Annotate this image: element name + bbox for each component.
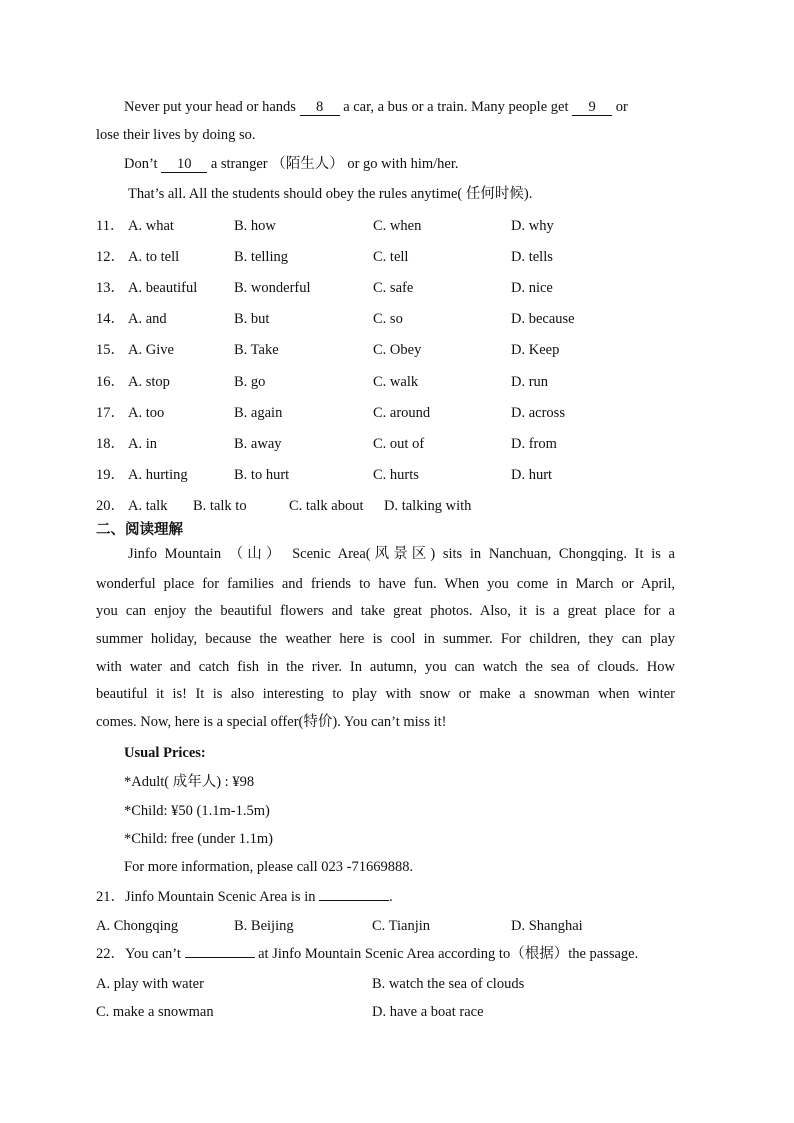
- question-text: 22．You can’t: [96, 946, 181, 962]
- option-d[interactable]: D. because: [511, 311, 575, 328]
- option-d[interactable]: D. why: [511, 218, 554, 234]
- question-text: at Jinfo Mountain Scenic Area according to（根据）the passage.: [258, 946, 639, 962]
- option-d[interactable]: D. Shanghai: [511, 918, 583, 934]
- option-b[interactable]: B. talk to: [193, 498, 247, 514]
- blank-8[interactable]: 8: [300, 99, 340, 116]
- option-b[interactable]: B. again: [234, 404, 283, 421]
- blank-10[interactable]: 10: [161, 156, 207, 173]
- cloze-paragraph-line: [124, 155, 459, 173]
- option-b[interactable]: B. how: [234, 218, 276, 234]
- section-heading: 二、阅读理解: [96, 522, 183, 538]
- contact-info: For more information, please call 023 -71669888.: [124, 859, 414, 875]
- option-b[interactable]: B. watch the sea of clouds: [372, 976, 525, 992]
- option-a[interactable]: A. stop: [128, 373, 170, 390]
- option-b[interactable]: B. away: [234, 435, 282, 452]
- option-b[interactable]: B. Take: [234, 342, 279, 359]
- cloze-text: a car, a bus or a train. Many people get: [343, 99, 569, 115]
- option-a[interactable]: A. to tell: [128, 249, 180, 266]
- option-d[interactable]: D. Keep: [511, 342, 560, 359]
- option-a[interactable]: A. talk: [128, 498, 168, 514]
- question-number: 18．: [96, 435, 125, 452]
- question-22-stem: [96, 945, 638, 963]
- option-c[interactable]: C. safe: [373, 280, 414, 297]
- blank-9[interactable]: 9: [572, 99, 612, 116]
- option-c[interactable]: C. so: [373, 311, 403, 328]
- option-c[interactable]: C. hurts: [373, 466, 419, 483]
- option-c[interactable]: C. talk about: [289, 498, 364, 514]
- passage-line: comes. Now, here is a special offer(特价). You can’t miss it!: [96, 714, 447, 730]
- cloze-text: or: [615, 99, 628, 115]
- cloze-paragraph-line: That’s all. All the students should obey the rules anytime( 任何时候).: [128, 186, 533, 202]
- option-c[interactable]: C. walk: [373, 373, 419, 390]
- option-b[interactable]: B. but: [234, 311, 270, 328]
- cloze-text: a stranger （陌生人） or go with him/her.: [210, 156, 459, 172]
- option-a[interactable]: A. Give: [128, 342, 174, 359]
- cloze-paragraph-line: [124, 98, 628, 116]
- question-21-stem: [96, 888, 393, 906]
- prices-title: Usual Prices:: [124, 745, 206, 761]
- option-d[interactable]: D. hurt: [511, 466, 553, 483]
- option-c[interactable]: C. around: [373, 404, 431, 421]
- option-a[interactable]: A. play with water: [96, 976, 204, 992]
- question-number: 20．: [96, 498, 125, 514]
- passage-line: you can enjoy the beautiful flowers and take great photos. Also, it is a great place for a: [96, 603, 675, 619]
- option-d[interactable]: D. tells: [511, 249, 553, 266]
- option-b[interactable]: B. wonderful: [234, 280, 311, 297]
- question-number: 12．: [96, 249, 125, 266]
- option-b[interactable]: B. Beijing: [234, 918, 294, 934]
- option-c[interactable]: C. out of: [373, 435, 425, 452]
- option-d[interactable]: D. run: [511, 373, 549, 390]
- option-c[interactable]: C. make a snowman: [96, 1004, 214, 1020]
- price-child-free: *Child: free (under 1.1m): [124, 831, 273, 847]
- question-number: 11．: [96, 218, 125, 234]
- option-c[interactable]: C. tell: [373, 249, 409, 266]
- passage-line: beautiful it is! It is also interesting to play with snow or make a snowman when winter: [96, 686, 675, 702]
- cloze-text: Don’t: [124, 156, 158, 172]
- option-a[interactable]: A. beautiful: [128, 280, 198, 297]
- option-c[interactable]: C. Tianjin: [372, 918, 431, 934]
- option-a[interactable]: A. and: [128, 311, 167, 328]
- question-text: .: [389, 889, 393, 905]
- option-a[interactable]: A. Chongqing: [96, 918, 179, 934]
- question-number: 16．: [96, 373, 125, 390]
- question-number: 14．: [96, 311, 125, 328]
- passage-line: Jinfo Mountain （山） Scenic Area(风景区) sits in Nanchuan, Chongqing. It is a: [128, 546, 675, 562]
- option-b[interactable]: B. to hurt: [234, 466, 290, 483]
- question-number: 15．: [96, 342, 125, 359]
- answer-blank[interactable]: [185, 957, 255, 958]
- option-c[interactable]: C. when: [373, 218, 422, 234]
- option-a[interactable]: A. in: [128, 435, 157, 452]
- cloze-paragraph-line: lose their lives by doing so.: [96, 127, 256, 143]
- option-b[interactable]: B. telling: [234, 249, 288, 266]
- passage-line: wonderful place for families and friends to have fun. When you come in March or April,: [96, 576, 675, 592]
- answer-blank[interactable]: [319, 900, 389, 901]
- price-adult: *Adult( 成年人) : ¥98: [124, 774, 255, 790]
- price-child: *Child: ¥50 (1.1m-1.5m): [124, 803, 270, 819]
- option-d[interactable]: D. across: [511, 404, 565, 421]
- option-b[interactable]: B. go: [234, 373, 266, 390]
- cloze-text: Never put your head or hands: [124, 99, 296, 115]
- option-d[interactable]: D. have a boat race: [372, 1004, 484, 1020]
- question-number: 19．: [96, 466, 125, 483]
- option-a[interactable]: A. what: [128, 218, 174, 234]
- option-a[interactable]: A. too: [128, 404, 165, 421]
- question-number: 13．: [96, 280, 125, 297]
- passage-line: summer holiday, because the weather here is cool in summer. For children, they can play: [96, 631, 675, 647]
- option-d[interactable]: D. from: [511, 435, 557, 452]
- question-number: 17．: [96, 404, 125, 421]
- option-d[interactable]: D. talking with: [384, 498, 472, 514]
- question-text: 21．Jinfo Mountain Scenic Area is in: [96, 889, 316, 905]
- passage-line: with water and catch fish in the river. In autumn, you can watch the sea of clouds. How: [96, 659, 675, 675]
- option-a[interactable]: A. hurting: [128, 466, 188, 483]
- option-d[interactable]: D. nice: [511, 280, 553, 297]
- option-c[interactable]: C. Obey: [373, 342, 422, 359]
